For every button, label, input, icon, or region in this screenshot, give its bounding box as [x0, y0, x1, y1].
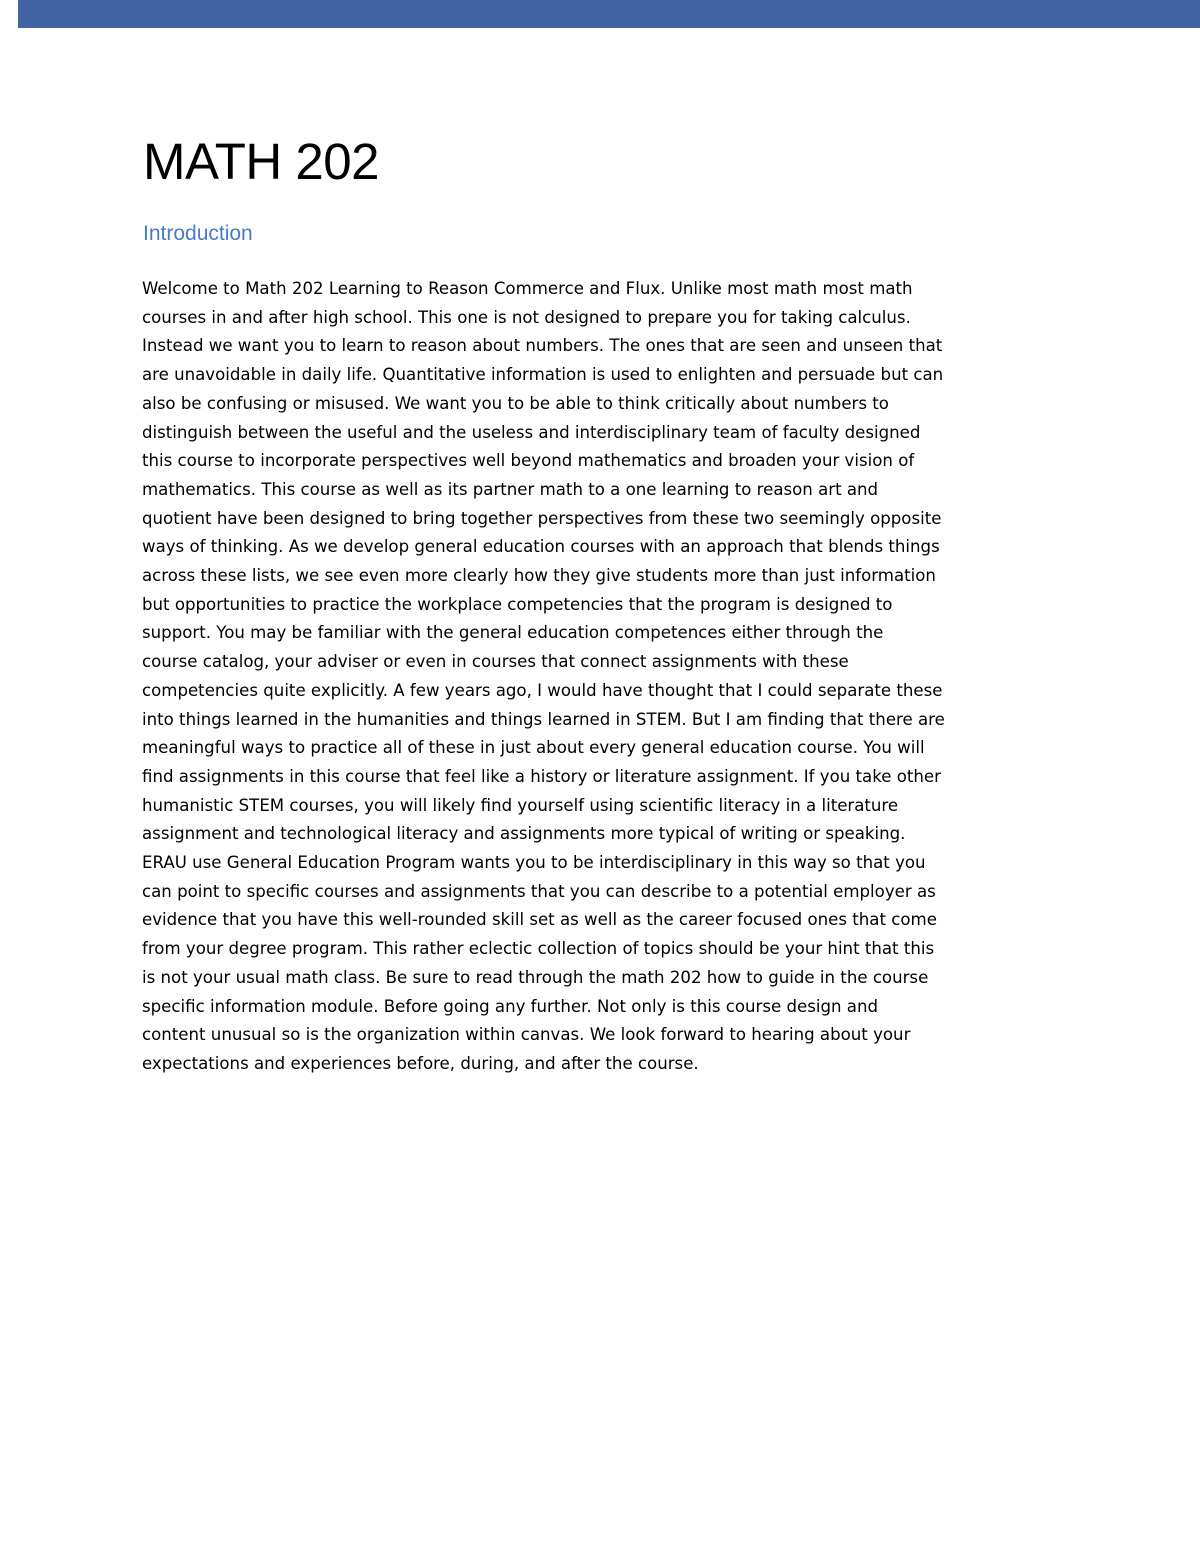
body-line: content unusual so is the organization within canvas. We look forward to hearing about your — [142, 1025, 911, 1045]
body-line: Instead we want you to learn to reason about numbers. The ones that are seen and unseen that — [142, 336, 943, 356]
body-line: competencies quite explicitly. A few years ago, I would have thought that I could separate these — [142, 680, 943, 700]
body-line: ERAU use General Education Program wants you to be interdisciplinary in this way so that you — [142, 853, 926, 873]
body-line: evidence that you have this well-rounded skill set as well as the career focused ones that come — [142, 910, 937, 930]
body-line: can point to specific courses and assignments that you can describe to a potential employer as — [142, 881, 936, 901]
body-line: humanistic STEM courses, you will likely find yourself using scientific literacy in a literature — [142, 795, 899, 815]
body-line: Welcome to Math 202 Learning to Reason Commerce and Flux. Unlike most math most math — [142, 279, 913, 298]
body-line: distinguish between the useful and the useless and interdisciplinary team of faculty designed — [142, 422, 921, 442]
body-line: courses in and after high school. This one is not designed to prepare you for taking calculus. — [142, 307, 911, 327]
body-line: assignment and technological literacy and assignments more typical of writing or speaking. — [142, 824, 906, 844]
body-line: from your degree program. This rather eclectic collection of topics should be your hint that this — [142, 939, 935, 959]
body-line: course catalog, your adviser or even in courses that connect assignments with these — [142, 652, 849, 672]
body-line: quotient have been designed to bring together perspectives from these two seemingly opposite — [142, 508, 942, 528]
body-line: into things learned in the humanities and things learned in STEM. But I am finding that there are — [142, 709, 945, 729]
document-title: MATH 202 — [143, 133, 379, 190]
header-bar — [18, 0, 1200, 28]
body-paragraph — [142, 275, 1072, 1079]
body-line: are unavoidable in daily life. Quantitative information is used to enlighten and persuade but can — [142, 365, 944, 385]
body-line: this course to incorporate perspectives well beyond mathematics and broaden your vision of — [142, 451, 915, 471]
body-line: expectations and experiences before, during, and after the course. — [142, 1053, 699, 1073]
body-line: mathematics. This course as well as its partner math to a one learning to reason art and — [142, 479, 879, 499]
body-line: across these lists, we see even more clearly how they give students more than just information — [142, 566, 936, 586]
body-line: find assignments in this course that feel like a history or literature assignment. If you take other — [142, 766, 941, 786]
body-line: support. You may be familiar with the general education competences either through the — [142, 623, 884, 643]
body-line: meaningful ways to practice all of these in just about every general education course. You will — [142, 738, 925, 758]
body-line: ways of thinking. As we develop general education courses with an approach that blends things — [142, 537, 940, 557]
body-line: but opportunities to practice the workplace competencies that the program is designed to — [142, 594, 893, 614]
section-heading: Introduction — [143, 222, 253, 245]
body-line: also be confusing or misused. We want you to be able to think critically about numbers to — [142, 393, 889, 413]
body-line: specific information module. Before going any further. Not only is this course design and — [142, 996, 879, 1016]
body-line: is not your usual math class. Be sure to read through the math 202 how to guide in the course — [142, 967, 929, 987]
